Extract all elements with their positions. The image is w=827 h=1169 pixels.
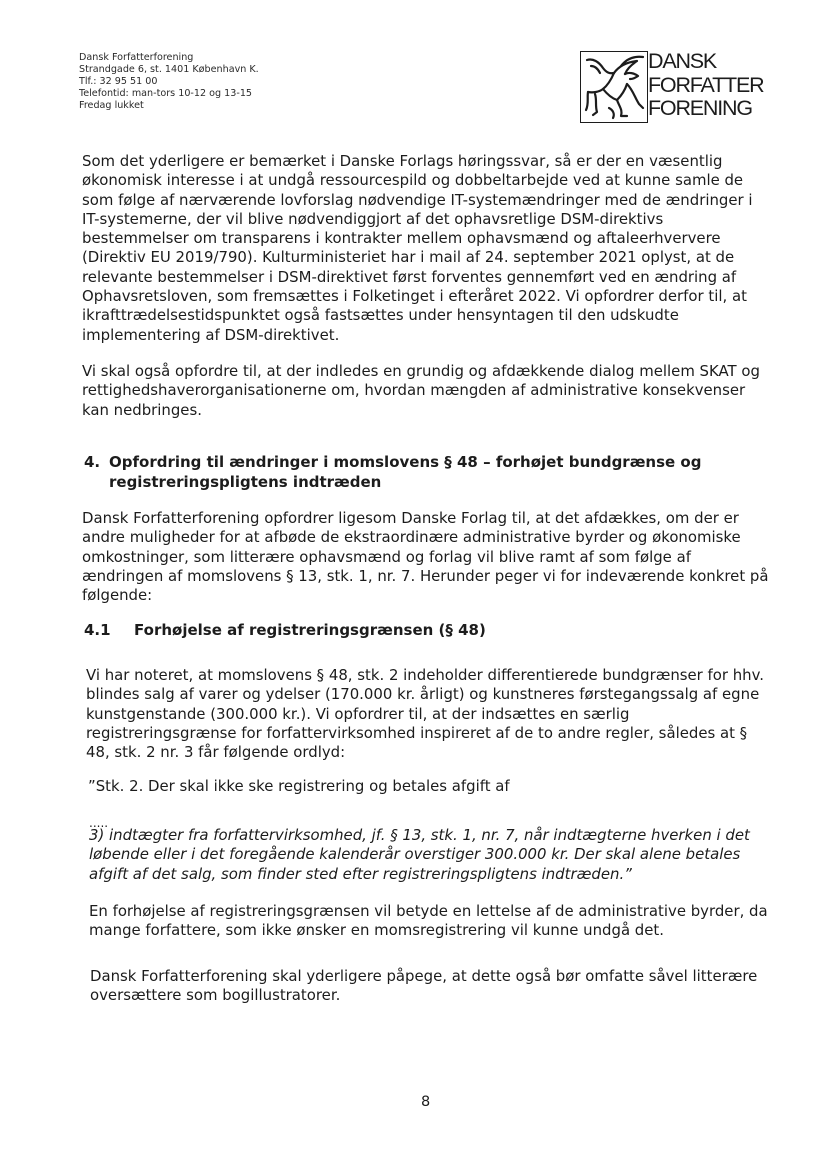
- dansk-forfatterforening-logo: [580, 50, 780, 126]
- logo-wordmark: [648, 50, 763, 121]
- page-number: 8: [421, 1094, 431, 1110]
- paragraph-dialogue: Vi skal også opfordre til, at der indledes en grundig og afdækkende dialog mellem SKAT og rettighedshaverorganisationerne om, hvordan mængden af administrative konsekvenser kan nedbringes.: [82, 362, 760, 419]
- org-address: Strandgade 6, st. 1401 København K.: [79, 64, 259, 75]
- quote-ellipsis: .....: [89, 816, 109, 830]
- pegasus-icon: [581, 52, 647, 121]
- org-name: Dansk Forfatterforening: [79, 52, 194, 63]
- org-friday-note: Fredag lukket: [79, 100, 144, 111]
- letterhead-address: [79, 52, 259, 112]
- section-4-number: 4.: [84, 453, 101, 471]
- section-4-1-number: 4.1: [84, 621, 111, 639]
- proposed-wording-item-3: 3) indtægter fra forfattervirksomhed, jf. § 13, stk. 1, nr. 7, når indtægterne hverken i det løbende eller i det foregående kalenderår overstiger 300.000 kr. Der skal alene betales afgift af det salg, som finder sted efter registreringspligtens indtræden.”: [89, 826, 750, 883]
- org-phone: Tlf.: 32 95 51 00: [79, 76, 158, 87]
- section-4-title: Opfordring til ændringer i momslovens § 48 – forhøjet bundgrænse og registreringspligtens indtræden: [109, 453, 702, 491]
- section-4-1-title: Forhøjelse af registreringsgrænsen (§ 48): [134, 621, 486, 639]
- paragraph-translators: Dansk Forfatterforening skal yderligere påpege, at dette også bør omfatte såvel litterære oversættere som bogillustratorer.: [90, 967, 758, 1005]
- paragraph-relief: En forhøjelse af registreringsgrænsen vil betyde en lettelse af de administrative byrder, da mange forfattere, som ikke ønsker en momsregistrering vil kunne undgå det.: [89, 902, 768, 940]
- paragraph-it-systems: Som det yderligere er bemærket i Danske Forlags høringssvar, så er der en væsentlig økonomisk interesse i at undgå ressourcespild og dobbeltarbejde ved at kunne samle de som følge af nærværende lovforslag nødvendige IT-systemændringer med de ændringer i IT-systemerne, der vil blive nødvendiggjort af det ophavsretlige DSM-direktivs bestemmelser om transparens i kontrakter mellem ophavsmænd og aftaleerhververe (Direktiv EU 2019/790). Kulturministeriet har i mail af 24. september 2021 oplyst, at de relevante bestemmelser i DSM-direktivet først forventes gennemført ved en ændring af Ophavsretsloven, som fremsættes i Folketinget i efteråret 2022. Vi opfordrer derfor til, at ikrafttrædelsestidspunktet også fastsættes under hensyntagen til den udskudte implementering af DSM-direktivet.: [82, 152, 753, 344]
- proposed-wording-quote: ”Stk. 2. Der skal ikke ske registrering og betales afgift af: [88, 777, 510, 795]
- logo-line-1: DANSK: [648, 49, 717, 73]
- logo-emblem: [580, 51, 648, 123]
- logo-line-2: FORFATTER: [648, 72, 764, 97]
- paragraph-threshold: Vi har noteret, at momslovens § 48, stk. 2 indeholder differentierede bundgrænser for hhv. blindes salg af varer og ydelser (170.000 kr. årligt) og kunstneres førstegangssalg af egne kunstgenstande (300.000 kr.). Vi opfordrer til, at der indsættes en særlig registreringsgrænse for forfattervirksomhed inspireret af de to andre regler, således at § 48, stk. 2 nr. 3 får følgende ordlyd:: [86, 666, 765, 762]
- paragraph-section-4-intro: Dansk Forfatterforening opfordrer ligesom Danske Forlag til, at det afdækkes, om der er andre muligheder for at afbøde de ekstraordinære administrative byrder og økonomiske omkostninger, som litterære ophavsmænd og forlag vil blive ramt af som følge af ændringen af momslovens § 13, stk. 1, nr. 7. Herunder peger vi for indeværende konkret på følgende:: [82, 509, 769, 605]
- org-phone-hours: Telefontid: man-tors 10-12 og 13-15: [79, 88, 253, 99]
- section-4-1-heading: [84, 621, 486, 640]
- logo-line-3: FORENING: [648, 96, 752, 120]
